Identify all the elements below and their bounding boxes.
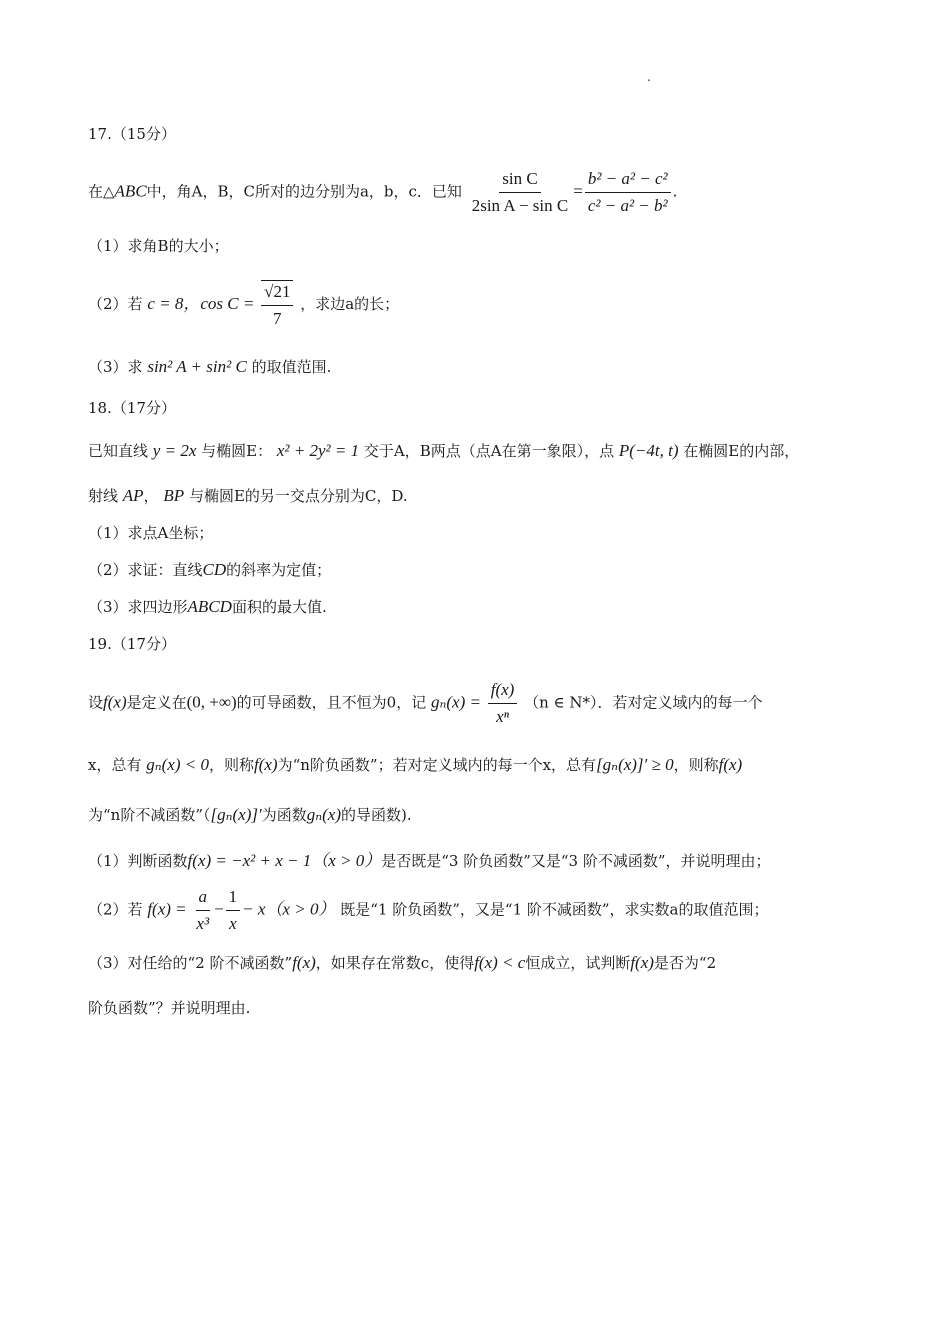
q17-header: 17.（15分）	[88, 125, 176, 143]
q19-part3-line2: 阶负函数”？并说明理由.	[88, 999, 251, 1017]
q19-part2: （2）若 f(x) = $\frac{a}{\text{x³}}$ − $\frac{1}{x}$ − x（x > 0） 既是“1 阶负函数”，又是“1 阶不减函数”，求实数a的取值范围；	[88, 887, 769, 933]
q19-g-fraction: $\frac{f(x)}{\text{xⁿ}}$	[488, 679, 518, 728]
q19-stem-line1: 设f(x)是定义在(0, +∞)的可导函数，且不恒为0，记 gₙ(x) = $\frac{f(x)}{\text{xⁿ}}$ （n ∈ N*）．若对定义域内的每一个	[88, 680, 763, 726]
q19-stem-line3: 为“n阶不减函数”（[gₙ(x)]′为函数gₙ(x)的导函数).	[88, 805, 412, 824]
q18-part2: （2）求证：直线CD的斜率为定值；	[88, 560, 332, 579]
q18-part1: （1）求点A坐标；	[88, 524, 214, 542]
q19-stem-line2: x，总有 gₙ(x) < 0，则称f(x)为“n阶负函数”；若对定义域内的每一个x，总有[gₙ(x)]′ ≥ 0，则称f(x)	[88, 755, 743, 774]
q18-stem-line1: 已知直线 y = 2x 与椭圆E： x² + 2y² = 1 交于A，B两点（点A在第一象限），点 P(−4t, t) 在椭圆E的内部，	[88, 441, 800, 460]
q17-given-fraction-right: $\frac{\text{b² − a² − c²}}{\text{c² − a² − b²}}$	[585, 168, 671, 217]
q17-part1: （1）求角B的大小；	[88, 237, 229, 255]
q19-one-fraction: $\frac{1}{x}$	[226, 886, 241, 935]
q17-stem: 在△ABC中，角A，B，C所对的边分别为a，b，c．已知 $\frac{\text{sin C}}{\text{2sin A − sin C}}$ = $\frac{\text{b² − a² − c²}}{\text{c² − a² − b²}}$ .	[88, 169, 678, 215]
q17-given-fraction-left: $\frac{\text{sin C}}{\text{2sin A − sin C}}$	[471, 169, 569, 215]
q19-a-fraction: $\frac{a}{\text{x³}}$	[196, 887, 210, 933]
q19-part3-line1: （3）对任给的“2 阶不减函数”f(x)，如果存在常数c，使得f(x) < c恒成立，试判断f(x)是否为“2	[88, 953, 717, 972]
q17-part3: （3）求 sin² A + sin² C 的取值范围.	[88, 357, 332, 376]
q17-cos-fraction: $\frac{√21}{7}$	[261, 280, 293, 330]
q19-part1: （1）判断函数f(x) = −x² + x − 1（x > 0）是否既是“3 阶负函数”又是“3 阶不减函数”，并说明理由；	[88, 851, 771, 870]
q17-part2: （2）若 c = 8，cos C = $\frac{√21}{7}$ ，求边a的长；	[88, 282, 400, 328]
page-dot: .	[647, 70, 651, 84]
q18-part3: （3）求四边形ABCD面积的最大值.	[88, 597, 327, 616]
q18-header: 18.（17分）	[88, 399, 176, 417]
q18-stem-line2: 射线 AP， BP 与椭圆E的另一交点分别为C，D.	[88, 486, 408, 505]
q19-header: 19.（17分）	[88, 635, 176, 653]
